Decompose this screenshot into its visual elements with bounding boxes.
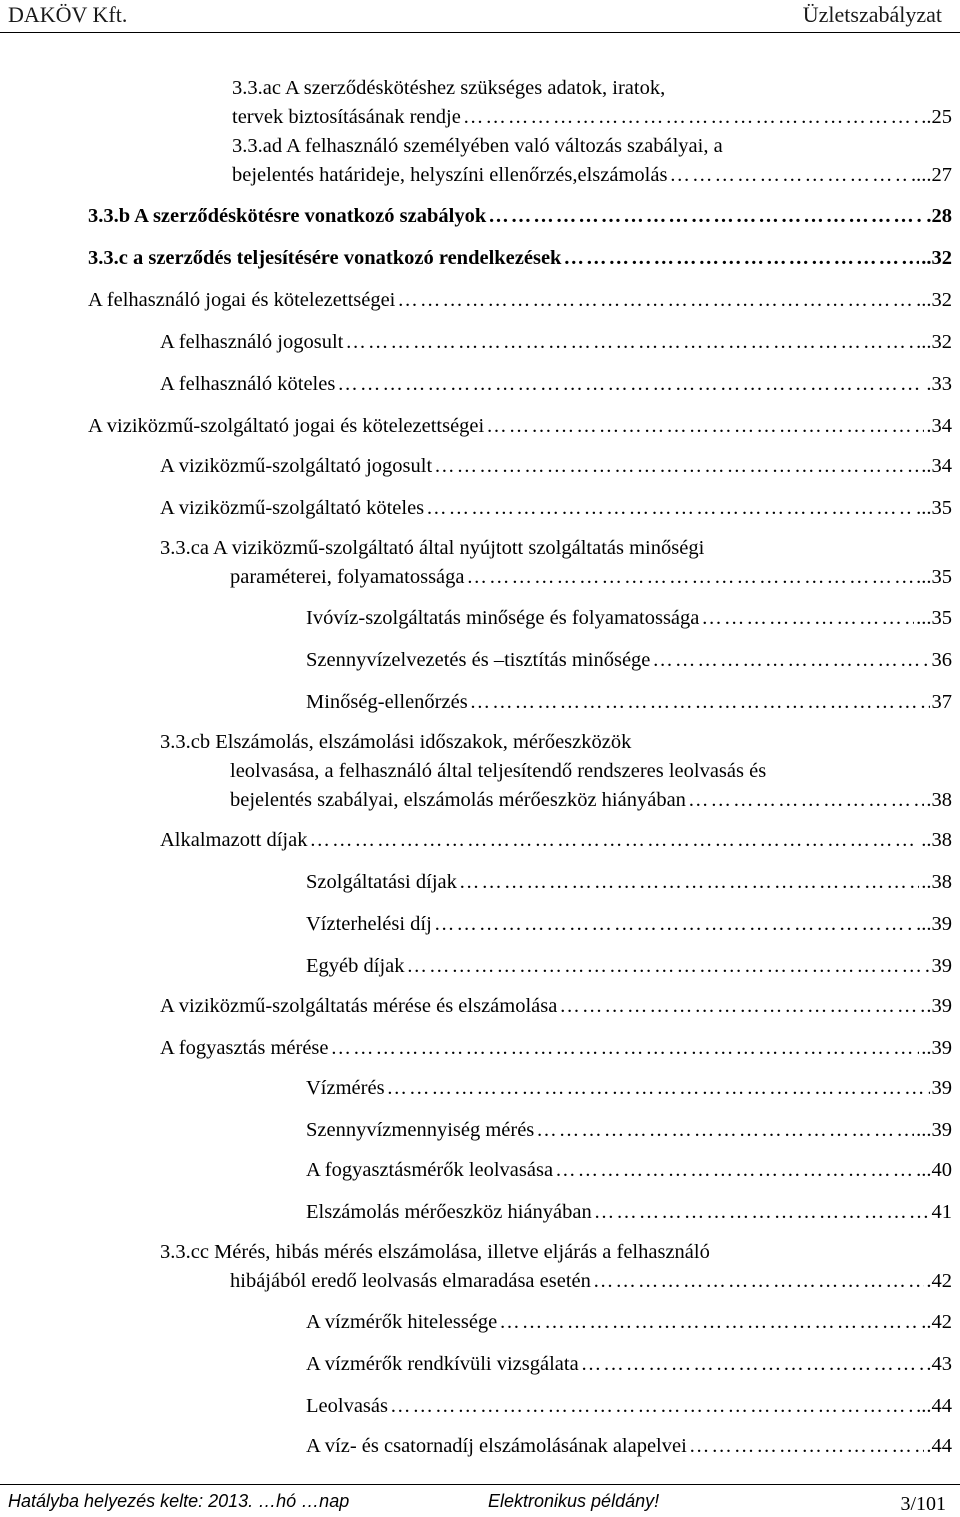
- toc-entry[interactable]: [306, 604, 952, 633]
- company-name: DAKÖV Kft.: [8, 2, 128, 27]
- toc-page-number: 39: [931, 955, 952, 977]
- toc-entry-title-line: Szennyvízmennyiség mérés: [306, 1119, 535, 1141]
- effective-date: Hatályba helyezés kelte: 2013. …hó …nap: [8, 1491, 350, 1511]
- toc-entry[interactable]: [160, 328, 952, 357]
- toc-entry-title-line: 3.3.cc Mérés, hibás mérés elszámolása, illetve eljárás a felhasználó: [160, 1241, 710, 1263]
- toc-entry[interactable]: [306, 1156, 952, 1185]
- dot-leader: [563, 244, 919, 273]
- toc-entry[interactable]: [306, 1432, 952, 1461]
- toc-entry-title-line: Minőség-ellenőrzés: [306, 691, 468, 713]
- toc-entry[interactable]: [306, 1198, 952, 1227]
- toc-page-number: 36: [931, 649, 952, 671]
- toc-entry-title-line: A viziközmű-szolgáltató jogai és kötelezettségei: [88, 415, 485, 437]
- toc-entry-title-line: 3.3.ad A felhasználó személyében való változás szabályai, a: [232, 135, 723, 157]
- toc-page-number: ...39: [916, 1119, 952, 1141]
- toc-entry[interactable]: [306, 1308, 952, 1337]
- toc-entry-title-line: bejelentés szabályai, elszámolás mérőeszköz hiányában: [230, 789, 686, 811]
- toc-entry[interactable]: [160, 494, 952, 523]
- toc-entry-title-line: Vízterhelési díj: [306, 913, 432, 935]
- toc-entry[interactable]: [232, 132, 952, 190]
- document-title: Üzletszabályzat: [802, 2, 942, 27]
- toc-entry-title-line: Leolvasás: [306, 1395, 388, 1417]
- toc-entry-title-line: Ivóvíz-szolgáltatás minősége és folyamatossága: [306, 607, 700, 629]
- toc-entry[interactable]: [306, 910, 952, 939]
- toc-entry-title-line: A viziközmű-szolgáltatás mérése és elszámolása: [160, 995, 558, 1017]
- dot-leader: [390, 1392, 914, 1421]
- dot-leader: [397, 286, 914, 315]
- toc-entry[interactable]: [160, 1034, 952, 1063]
- toc-page-number: ....27: [911, 164, 952, 186]
- toc-entry-title-line: A vízmérők rendkívüli vizsgálata: [306, 1353, 579, 1375]
- dot-leader: [434, 910, 914, 939]
- toc-entry-title-line: leolvasása, a felhasználó által teljesítendő rendszeres leolvasás és: [230, 760, 767, 782]
- dot-leader: [652, 646, 929, 675]
- toc-page-number: 41: [931, 1201, 952, 1223]
- toc-entry-title-line: A víz- és csatornadíj elszámolásának alapelvei: [306, 1435, 687, 1457]
- toc-page-number: .33: [926, 373, 952, 395]
- toc-entry-title-line: 3.3.ca A viziközmű-szolgáltató által nyújtott szolgáltatás minőségi: [160, 537, 705, 559]
- dot-leader: [555, 1156, 914, 1185]
- toc-page-number: .34: [926, 415, 952, 437]
- toc-page-number: ...44: [916, 1395, 952, 1417]
- toc-entry[interactable]: [160, 1238, 952, 1296]
- dot-leader: [536, 1116, 914, 1145]
- toc-page-number: ..25: [921, 106, 952, 128]
- toc-page-number: ...35: [916, 497, 952, 519]
- dot-leader: [689, 1432, 925, 1461]
- toc-entry-title-line: 3.3.c a szerződés teljesítésére vonatkozó rendelkezések: [88, 247, 562, 269]
- toc-entry-title-line: A viziközmű-szolgáltató jogosult: [160, 455, 433, 477]
- dot-leader: [309, 826, 919, 855]
- dot-leader: [499, 1308, 919, 1337]
- toc-entry[interactable]: [306, 646, 952, 675]
- toc-page-number: ...35: [916, 566, 952, 588]
- dot-leader: [581, 1350, 925, 1379]
- toc-entry-title-line: A felhasználó jogosult: [160, 331, 344, 353]
- toc-entry-title-line: Vízmérés: [306, 1077, 385, 1099]
- toc-entry[interactable]: [306, 952, 952, 981]
- dot-leader: [593, 1267, 925, 1296]
- page-number: 3/101: [900, 1493, 946, 1515]
- toc-entry-title-line: Alkalmazott díjak: [160, 829, 308, 851]
- toc-page-number: .39: [926, 995, 952, 1017]
- toc-entry[interactable]: [306, 1116, 952, 1145]
- toc-page-number: ...35: [916, 607, 952, 629]
- toc-entry-title-line: 3.3.ac A szerződéskötéshez szükséges adatok, iratok,: [232, 77, 666, 99]
- toc-entry-title-line: A felhasználó köteles: [160, 373, 336, 395]
- dot-leader: [559, 992, 924, 1021]
- toc-entry[interactable]: [306, 688, 952, 717]
- toc-entry[interactable]: [160, 992, 952, 1021]
- toc-entry-title-line: tervek biztosításának rendje: [232, 106, 461, 128]
- toc-page-number: ...39: [916, 913, 952, 935]
- toc-entry-title-line: bejelentés határideje, helyszíni ellenőrzés,elszámolás: [232, 164, 668, 186]
- toc-page-number: .38: [926, 789, 952, 811]
- toc-entry-title-line: A viziközmű-szolgáltató köteles: [160, 497, 425, 519]
- toc-entry-title-line: 3.3.cb Elszámolás, elszámolási időszakok, mérőeszközök: [160, 731, 632, 753]
- dot-leader: [488, 202, 924, 231]
- toc-page-number: ...32: [916, 289, 952, 311]
- toc-entry-title-line: A fogyasztás mérése: [160, 1037, 329, 1059]
- dot-leader: [594, 1198, 930, 1227]
- toc-entry-title-line: A felhasználó jogai és kötelezettségei: [88, 289, 396, 311]
- dot-leader: [459, 868, 919, 897]
- toc-page-number: 37: [931, 691, 952, 713]
- toc-page-number: ..42: [921, 1311, 952, 1333]
- page-footer: [0, 1484, 960, 1517]
- toc-page-number: .28: [926, 205, 952, 227]
- toc-entry-title-line: A vízmérők hitelessége: [306, 1311, 498, 1333]
- toc-page-number: ..38: [921, 829, 952, 851]
- toc-entry[interactable]: [306, 1074, 952, 1103]
- toc-page-number: ...32: [916, 331, 952, 353]
- toc-page-number: ..38: [921, 871, 952, 893]
- toc-entry[interactable]: [88, 244, 952, 273]
- dot-leader: [331, 1034, 920, 1063]
- toc-entry-title-line: Szennyvízelvezetés és –tisztítás minősége: [306, 649, 651, 671]
- toc-entry-title-line: Egyéb díjak: [306, 955, 405, 977]
- dot-leader: [669, 161, 909, 190]
- toc-page-number: 39: [931, 1077, 952, 1099]
- dot-leader: [467, 563, 915, 592]
- toc-page-number: .42: [926, 1270, 952, 1292]
- toc-page-number: ...40: [916, 1159, 952, 1181]
- dot-leader: [486, 412, 924, 441]
- toc-entry[interactable]: [160, 370, 952, 399]
- toc-page-number: ..39: [921, 1037, 952, 1059]
- dot-leader: [387, 1074, 930, 1103]
- toc-entry[interactable]: [306, 1392, 952, 1421]
- dot-leader: [345, 328, 914, 357]
- copy-note: Elektronikus példány!: [488, 1491, 660, 1511]
- toc-page-number: .43: [926, 1353, 952, 1375]
- toc-entry[interactable]: [306, 1350, 952, 1379]
- dot-leader: [337, 370, 924, 399]
- toc-entry[interactable]: [160, 452, 952, 481]
- dot-leader: [434, 452, 919, 481]
- toc-entry[interactable]: [232, 74, 952, 132]
- dot-leader: [688, 786, 924, 815]
- toc-entry-title-line: Elszámolás mérőeszköz hiányában: [306, 1201, 592, 1223]
- toc-page-number: ..34: [921, 455, 952, 477]
- dot-leader: [463, 103, 919, 132]
- toc-entry[interactable]: [88, 412, 952, 441]
- toc-entry-title-line: A fogyasztásmérők leolvasása: [306, 1159, 554, 1181]
- dot-leader: [470, 688, 930, 717]
- toc-entry[interactable]: [160, 826, 952, 855]
- toc-entry-title-line: paraméterei, folyamatossága: [230, 566, 465, 588]
- toc-entry[interactable]: [88, 286, 952, 315]
- toc-entry-title-line: 3.3.b A szerződéskötésre vonatkozó szabályok: [88, 205, 487, 227]
- toc-entry-title-line: hibájából eredő leolvasás elmaradása esetén: [230, 1270, 591, 1292]
- toc-entry[interactable]: [306, 868, 952, 897]
- dot-leader: [407, 952, 930, 981]
- toc-entry[interactable]: [160, 728, 952, 815]
- toc-page-number: .44: [926, 1435, 952, 1457]
- dot-leader: [701, 604, 914, 633]
- toc-page-number: ..32: [921, 247, 952, 269]
- toc-entry[interactable]: [160, 534, 952, 592]
- toc-entry-title-line: Szolgáltatási díjak: [306, 871, 457, 893]
- toc-entry[interactable]: [88, 202, 952, 231]
- dot-leader: [426, 494, 914, 523]
